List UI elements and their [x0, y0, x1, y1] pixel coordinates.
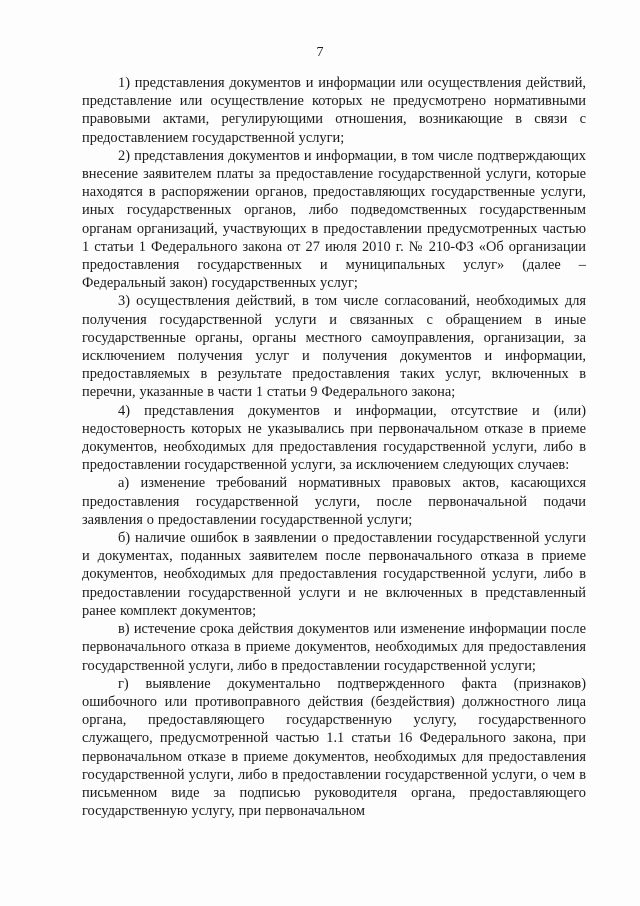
paragraph-item-1: 1) представления документов и информации или осуществления действий, представление или осуществление которых не предусмотрено нормативными правовыми актами, регулирующими отношения, возникающие в связи с предоставлением государственной услуги; [82, 75, 586, 146]
page-number: 7 [316, 45, 324, 60]
paragraph-item-3: 3) осуществления действий, в том числе согласований, необходимых для получения государственной услуги и связанных с обращением в иные государственные органы, органы местного самоуправления, организации, за исключением получения услуг и получения документов и информации, предоставляемых в результате предоставления таких услуг, включенных в перечни, указанные в части 1 статьи 9 Федерального закона; [82, 293, 586, 401]
paragraph-subitem-a: а) изменение требований нормативных правовых актов, касающихся предоставления государственной услуги, после первоначальной подачи заявления о предоставлении государственной услуги; [82, 475, 586, 528]
paragraph-item-2: 2) представления документов и информации, в том числе подтверждающих внесение заявителем платы за предоставление государственной услуги, которые находятся в распоряжении органов, предоставляющих государственные услуги, иных государственных органов, либо подведомственных государственным органам организаций, участвующих в предоставлении предусмотренных частью 1 статьи 1 Федерального закона от 27 июля 2010 г. № 210-ФЗ «Об организации предоставления государственных и муниципальных услуг» (далее – Федеральный закон) государственных услуг; [82, 147, 586, 292]
paragraph-item-4: 4) представления документов и информации, отсутствие и (или) недостоверность которых не указывались при первоначальном отказе в приеме документов, необходимых для предоставления государственной услуги, либо в предоставлении государственной услуги, за исключением следующих случаев: [82, 402, 586, 474]
paragraph-subitem-v: в) истечение срока действия документов или изменение информации после первоначального отказа в приеме документов, необходимых для предоставления государственной услуги, либо в предоставлении государственной услуги; [82, 621, 586, 674]
paragraph-subitem-b: б) наличие ошибок в заявлении о предоставлении государственной услуги и документах, поданных заявителем после первоначального отказа в приеме документов, необходимых для предоставления государственной услуги, либо в предоставлении государственной услуги и не включенных в представленный ранее комплект документов; [82, 530, 586, 619]
document-body [82, 74, 586, 820]
paragraph-subitem-g: г) выявление документально подтвержденного факта (признаков) ошибочного или противоправного действия (бездействия) должностного лица органа, предоставляющего государственную услугу, государственного служащего, предусмотренной частью 1.1 статьи 16 Федерального закона, при первоначальном отказе в приеме документов, необходимых для предоставления государственной услуги, либо в предоставлении государственной услуги, о чем в письменном виде за подписью руководителя органа, предоставляющего государственную услугу, при первоначальном [82, 675, 586, 820]
